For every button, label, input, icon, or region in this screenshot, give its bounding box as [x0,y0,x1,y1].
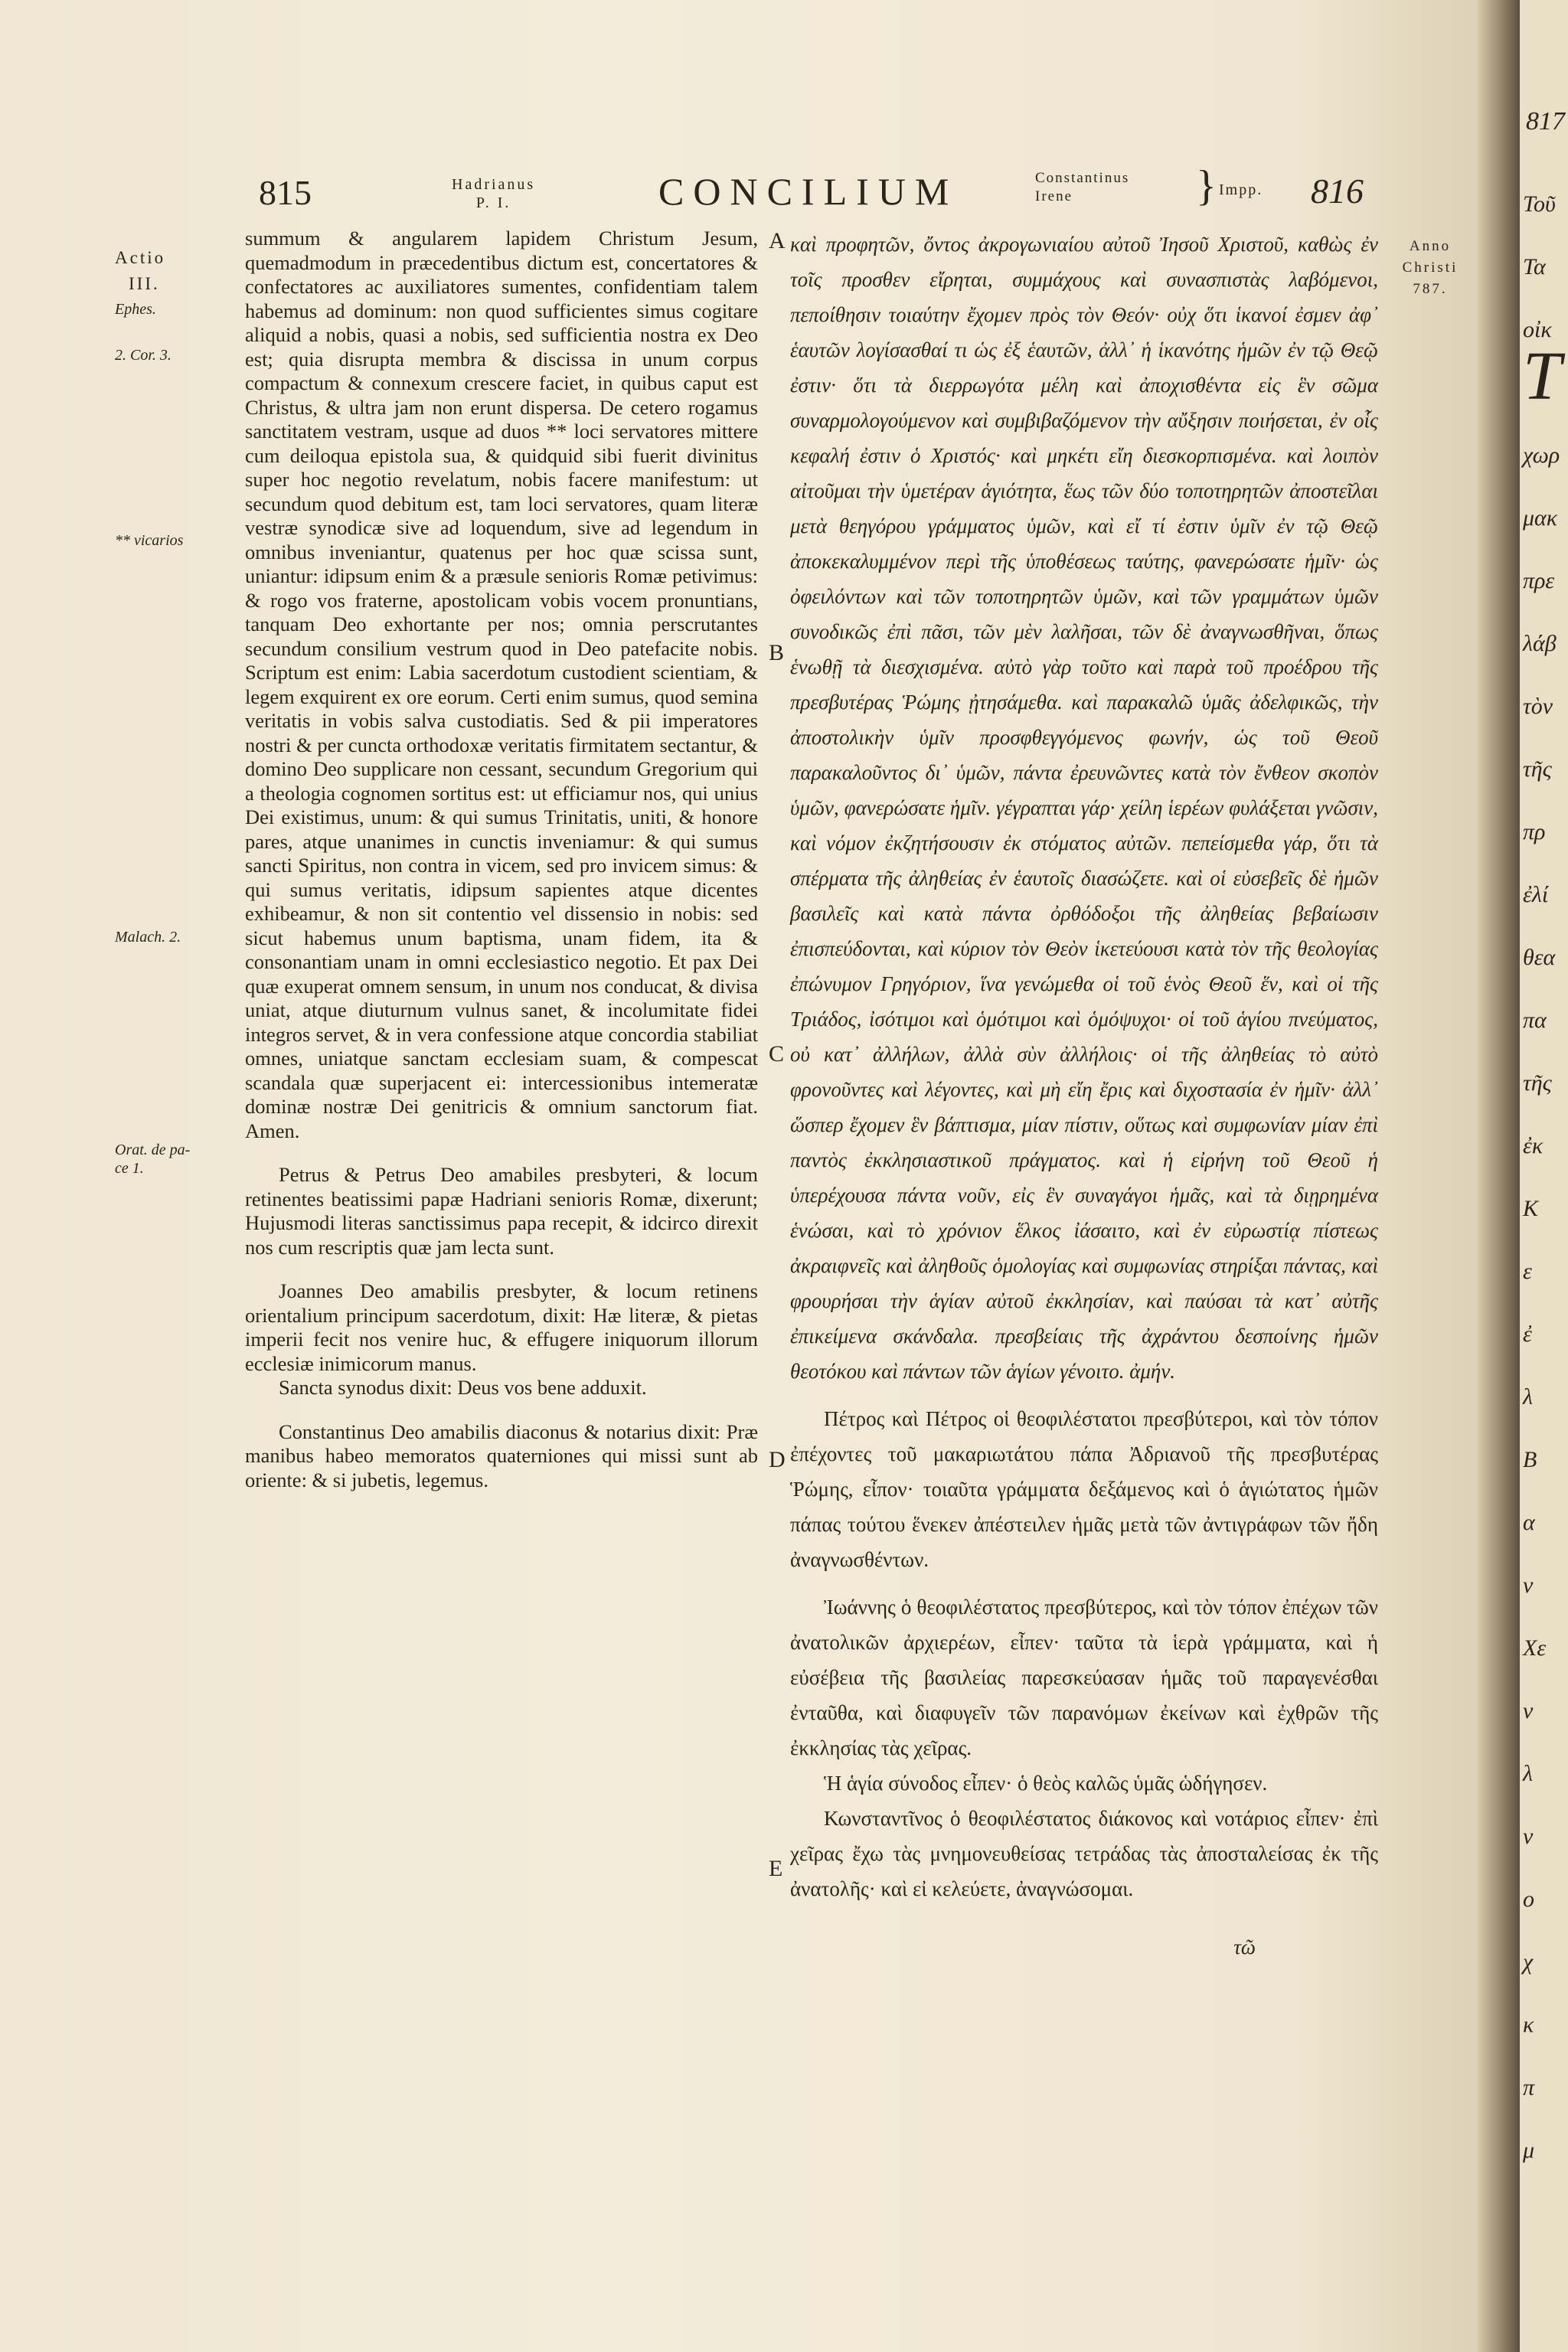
next-page-fragment: Χε [1523,1635,1547,1661]
running-head-impp: Impp. [1219,181,1263,198]
next-page-fragment: π [1523,2075,1535,2100]
next-page-fragment: θεα [1523,945,1556,970]
next-page-fragment: ἐλί [1523,882,1549,907]
running-head-constantinus: Constantinus [1035,170,1130,186]
next-page-fragment: κ [1523,2012,1534,2037]
greek-paragraph: Ἡ ἁγία σύνοδος εἶπεν· ὁ θεὸς καλῶς ὑμᾶς ὡδήγησεν. [824,1772,1268,1795]
page-title: CONCILIUM [658,170,959,213]
running-head-hadrianus-line2: P. I. [475,194,511,211]
margin-note-orat-cont: ce 1. [115,1160,144,1177]
next-page-fragment: Β [1523,1447,1537,1472]
next-page-fragment: μ [1523,2138,1535,2163]
next-page-fragment: λ [1523,1384,1533,1410]
christi-label: Christi [1402,260,1459,276]
next-page-fragment: τὸν [1523,694,1553,719]
next-page-fragment: ν [1523,1698,1534,1723]
latin-paragraph: Petrus & Petrus Deo amabiles presbyteri, & locum retinentes beatissimi papæ Hadriani senioris Romæ, dixerunt; Hujusmodi literas sanctissimus papa recepit, & idcirco direxit nos cum rescriptis quæ jam lecta sunt. [245,1163,758,1259]
next-page-fragment: πρ [1523,819,1546,844]
running-header [0,162,1478,218]
running-head-irene: Irene [1035,188,1073,204]
anno-label: Anno [1409,238,1452,254]
margin-note-malach: Malach. 2. [115,929,181,946]
year-label: 787. [1413,281,1448,297]
next-page-fragment: ο [1523,1886,1534,1912]
next-page-fragment: Κ [1523,1196,1539,1221]
latin-column [245,227,758,1492]
next-page-fragment: α [1523,1510,1535,1535]
next-page-fragment: Τ [1523,338,1562,414]
next-page-fragment: οἰκ [1523,317,1552,342]
margin-note-vicarios: ** vicarios [115,532,184,549]
latin-paragraph: summum & angularem lapidem Christum Jesum, quemadmodum in præcedentibus dictum est, concertatores & confectatores ac auxiliatores sumentes, confidentiam talem habemus ad dominum: non quod sufficientes simus cogitare aliquid a nobis, quasi a nobis, sed sufficientia nostra ex Deo est; quia disrupta membra & discissa in unum corpus compactum & connexum crescere faciet, in quibus caput est Christus, & ultra jam non erunt dispersa. De cetero rogamus sanctitatem vestram, usque ad duos ** loci servatores mittere cum deiloqua epistola sua, & quidquid sibi fuerit divinitus super hoc negotio revelatum, nobis facere manifestum: ut secundum quod debitum est, tam loci servatores, quam literæ vestræ synodicæ sive ad loquendum, sive ad legendum in omnibus inveniantur, quatenus per hoc quæ scissa sunt, uniantur: idipsum enim & a præsule senioris Romæ petivimus: & rogo vos fraterne, apostolicam vobis vocem pronuntians, tanquam Deo exhortante per nos; omnia perscrutantes secundum consilium vestrum quod in Deo patefacite nobis. Scriptum est enim: Labia sacerdotum custodient scientiam, & legem exquirent ex ore eorum. Certi enim sumus, quod semina veritatis in vobis salva custodiatis. Sed & pii imperatores nostri & per cuncta orthodoxæ veritatis firmitatem sectantur, & domino Deo supplicare non cessant, secundum Gregorium qui a theologia cognomen sortitus est: ut efficiamur nos, qui unius Dei existimus, unum: & qui sumus Trinitatis, uniti, & honore pares, atque unanimes in cunctis inveniamur: & qui sumus sancti Spiritus, non contra in vicem, sed pro invicem simus: & qui sumus veritatis, idipsum sapientes atque dicentes exhibeamur, & non sit contentio vel dissensio in nobis: sed sicut habemus unum baptisma, unam fidem, ita & consonantiam unam in omni ecclesiastico negotio. Et pax Dei quæ exuperat omnem sensum, in unum nos conducat, & divisa uniat, atque diuturnum vulnus sanet, & incolumitate fidei integros servet, & in vera confessione atque concordia stabiliat omnes, uniatque sanctam ecclesiam suam, & compescat scandala quæ superjacent ei: intercessionibus intemeratæ dominæ nostræ Dei genitricis & omnium sanctorum fiat. Amen. [245,227,758,1142]
next-page-fragment: Τα [1523,254,1546,279]
next-page-fragment: Τοῦ [1523,191,1556,217]
next-page-fragment: τῆς [1523,1070,1552,1096]
next-page-fragment: χωρ [1523,443,1560,468]
latin-paragraph: Joannes Deo amabilis presbyter, & locum retinens orientalium principum sacerdotum, dixit: Hæ literæ, & pietas imperii fecit nos venire huc, & effugere iniquorum illorum ecclesiæ inimicorum manus. [245,1279,758,1375]
next-page-fragment: λάβ [1523,631,1557,656]
next-page-fragment: ἐκ [1523,1133,1544,1158]
next-page-fragment: πα [1523,1008,1547,1033]
section-letter-e: E [769,1856,783,1881]
header-brace: } [1196,162,1217,210]
margin-note-orat: Orat. de pa- [115,1142,191,1158]
latin-paragraph: Sancta synodus dixit: Deus vos bene adduxit. [279,1376,647,1399]
greek-paragraph: Πέτρος καὶ Πέτρος οἱ θεοφιλέστατοι πρεσβύτεροι, καὶ τὸν τόπον ἐπέχοντες τοῦ μακαριωτάτου πάπα Ἀδριανοῦ τῆς πρεσβυτέρας Ῥώμης, εἶπον· τοιαῦτα γράμματα δεξάμενος καὶ ὁ ἁγιώτατος ἡμῶν πάπας τούτου ἕνεκεν ἀπέστειλεν ἡμᾶς μετὰ τῶν ἀντιγράφων τῶν ἤδη ἀναγνωσθέντων. [790,1407,1378,1571]
greek-column [790,227,1378,1965]
next-page-edge [1520,0,1568,2352]
running-head-emperors [1035,169,1129,206]
catchword: τῶ [1233,1936,1256,1958]
running-head-hadrianus [452,175,535,212]
section-letter-b: B [769,640,785,665]
greek-paragraph: Κωνσταντῖνος ὁ θεοφιλέστατος διάκονος καὶ νοτάριος εἶπεν· ἐπὶ χεῖρας ἔχω τὰς μνημονευθείσας τετράδας τὰς ἀποσταλείσας ἐκ τῆς ἀνατολῆς· καὶ εἰ κελεύετε, ἀναγνώσομαι. [790,1807,1378,1900]
section-letter-a: A [769,228,786,253]
margin-note-ephes: Ephes. [115,301,156,318]
right-margin-date [1384,236,1476,300]
margin-note-cor: 2. Cor. 3. [115,347,172,364]
next-page-fragment: χ [1523,1949,1534,1975]
section-letter-c: C [769,1041,785,1067]
page-number-right: 816 [1311,172,1364,211]
greek-paragraph: Ἰωάννης ὁ θεοφιλέστατος πρεσβύτερος, καὶ τὸν τόπον ἐπέχων τῶν ἀνατολικῶν ἀρχιερέων, εἶπεν· ταῦτα τὰ ἱερὰ γράμματα, καὶ ἡ εὐσέβεια τῆς βασιλείας παρεσκεύασαν ἡμᾶς τοῦ παραγενέσθαι ἐνταῦθα, καὶ διαφυγεῖν τῶν παρανόμων ἐκείνων καὶ ἐχθρῶν τῆς ἐκκλησίας τὰς χεῖρας. [790,1596,1378,1759]
next-page-fragment: ν [1523,1824,1534,1849]
greek-paragraph: καὶ προφητῶν, ὄντος ἀκρογωνιαίου αὐτοῦ Ἰησοῦ Χριστοῦ, καθὼς ἐν τοῖς προσθεν εἴρηται, συμμάχους καὶ συνασπιστὰς λαβόμενοι, πεποίθησιν τοιαύτην ἔχομεν πρὸς τὸν Θεόν· οὐχ ὅτι ἱκανοί ἐσμεν ἀφ᾽ ἑαυτῶν λογίσασθαί τι ὡς ἐξ ἑαυτῶν, ἀλλ᾽ ἡ ἱκανότης ἡμῶν ἐν τῷ Θεῷ ἐστιν· ὅτι τὰ διερρωγότα μέλη καὶ ἀποχισθέντα εἰς ἓν σῶμα συναρμολογούμενον καὶ συμβιβαζόμενον τὴν αὔξησιν ποιήσεται, ἐν οἷς κεφαλή ἐστιν ὁ Χριστός· καὶ μηκέτι εἴη διεσκορπισμένα. καὶ λοιπὸν αἰτοῦμαι τὴν ὑμετέραν ἁγιότητα, ἕως τῶν δύο τοποτηρητῶν ἀποστεῖλαι μετὰ θεηγόρου γράμματος ὑμῶν, καὶ εἴ τί ἐστιν ὑμῖν ἐν τῷ Θεῷ ἀποκεκαλυμμένον περὶ τῆς ὑποθέσεως ταύτης, φανερώσατε ἡμῖν· ὡς ὀφειλόντων καὶ τῶν τοποτηρητῶν ὑμῶν, καὶ τῶν γραμμάτων ὑμῶν συνοδικῶς ἐπὶ πᾶσι, τῶν μὲν λαλῆσαι, τῶν δὲ ἀναγνωσθῆναι, ὅπως ἑνωθῇ τὰ διεσχισμένα. αὐτὸ γὰρ τοῦτο καὶ παρὰ τοῦ προέδρου τῆς πρεσβυτέρας Ῥώμης ᾐτησάμεθα. καὶ παρακαλῶ ὑμᾶς ἀδελφικῶς, τὴν ἀποστολικὴν ὑμῖν προσφθεγγόμενος φωνήν, ὡς τοῦ Θεοῦ παρακαλοῦντος δι᾽ ὑμῶν, πάντα ἐρευνῶντες κατὰ τὸν ἔνθεον σκοπὸν ὑμῶν, φανερώσατε ἡμῖν. γέγραπται γάρ· χείλη ἱερέων φυλάξεται γνῶσιν, καὶ νόμον ἐκζητήσουσιν ἐκ στόματος αὐτῶν. πεπείσμεθα γάρ, ὅτι τὰ σπέρματα τῆς ἀληθείας ἐν ἑαυτοῖς διασώζετε. καὶ οἱ εὐσεβεῖς δὲ ἡμῶν βασιλεῖς καὶ κατὰ πάντα ὀρθόδοξοι τῆς ἀληθείας βεβαίωσιν ἐπισπεύδονται, καὶ κύριον τὸν Θεὸν ἱκετεύουσι κατὰ τὸν τῆς θεολογίας ἐπώνυμον Γρηγόριον, ἵνα γενώμεθα οἱ τοῦ ἑνὸς Θεοῦ ἕν, καὶ οἱ τῆς Τριάδος, ἰσότιμοι καὶ ὁμότιμοι καὶ ὁμόψυχοι· οἱ τοῦ ἁγίου πνεύματος, οὐ κατ᾽ ἀλλήλων, ἀλλὰ σὺν ἀλλήλοις· οἱ τῆς ἀληθείας τὸ αὐτὸ φρονοῦντες καὶ λέγοντες, καὶ μὴ εἴη ἔρις καὶ διχοστασία ἐν ἡμῖν· ἀλλ᾽ ὥσπερ ἔχομεν ἓν βάπτισμα, μίαν πίστιν, οὕτως καὶ συμφωνίαν μίαν ἐπὶ παντὸς ἐκκλησιαστικοῦ πράγματος. καὶ ἡ εἰρήνη τοῦ Θεοῦ ἡ ὑπερέχουσα πάντα νοῦν, εἰς ἓν συναγάγοι ἡμᾶς, καὶ τὰ διῃρημένα ἑνώσαι, καὶ τὸ χρόνιον ἕλκος ἰάσαιτο, καὶ ἐν εὐρωστίᾳ πίστεως ἀκραιφνεῖς καὶ ἀληθοῦς ὁμολογίας καὶ συμφωνίας στηρίξαι πάντας, καὶ φρουρήσαι τὴν ἁγίαν αὐτοῦ ἐκκλησίαν, καὶ παύσαι τὰ κατ᾽ αὐτῆς ἐπικείμενα σκάνδαλα. πρεσβείαις τῆς ἀχράντου δεσποίνης ἡμῶν θεοτόκου καὶ πάντων τῶν ἁγίων γένοιτο. ἀμήν. [790,233,1378,1383]
actio-label-line2: III. [129,274,160,293]
next-page-fragment: πρε [1523,568,1555,593]
book-gutter [1478,0,1520,2352]
actio-label [115,245,165,297]
next-page-fragment: μακ [1523,505,1558,531]
next-page-fragment: ν [1523,1573,1534,1598]
next-page-number: 817 [1526,107,1565,136]
latin-paragraph: Constantinus Deo amabilis diaconus & notarius dixit: Præ manibus habeo memoratos quaterniones qui missi sunt ab oriente: & si jubetis, legemus. [245,1419,758,1491]
page-number-left: 815 [259,173,312,212]
next-page-fragment: λ [1523,1761,1533,1786]
actio-label-line1: Actio [115,248,166,267]
next-page-fragment: ἐ [1523,1321,1532,1347]
next-page-fragment: ε [1523,1259,1532,1284]
section-letter-d: D [769,1447,786,1472]
next-page-fragment: τῆς [1523,756,1552,782]
running-head-hadrianus-line1: Hadrianus [452,176,536,193]
